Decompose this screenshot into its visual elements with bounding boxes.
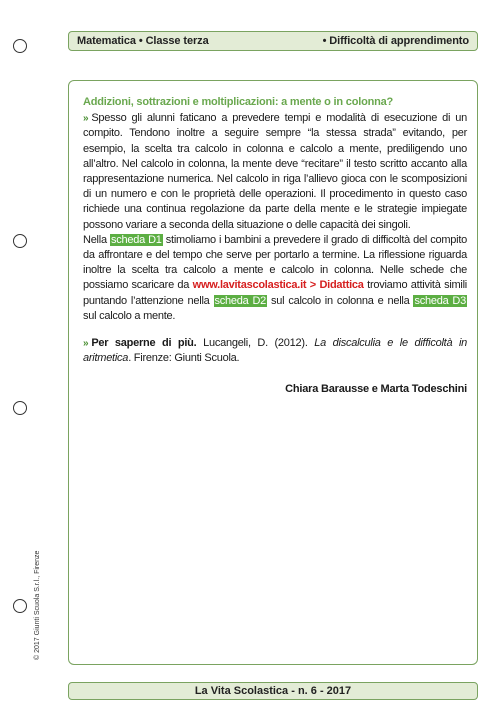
copyright-notice: © 2017 Giunti Scuola S.r.l., Firenze	[34, 550, 41, 660]
website-link[interactable]: www.lavitascolastica.it > Didattica	[192, 279, 364, 292]
binder-hole-4	[13, 599, 27, 613]
paragraph-schede	[83, 233, 467, 324]
text-fragment: Nella	[83, 233, 110, 246]
article-title: Addizioni, sottrazioni e moltiplicazioni: a mente o in colonna?	[83, 96, 394, 108]
binder-hole-3	[13, 401, 27, 415]
scheda-d1-highlight: scheda D1	[110, 233, 162, 246]
double-chevron-icon: »	[83, 338, 89, 350]
authors: Chiara Barausse e Marta Todeschini	[285, 383, 467, 396]
text-fragment: sul calcolo a mente.	[83, 309, 176, 322]
header-topic: • Difficoltà di apprendimento	[322, 35, 469, 47]
double-chevron-icon: »	[83, 113, 89, 125]
reference-publisher: . Firenze: Giunti Scuola.	[128, 352, 240, 365]
text-fragment: sul calcolo in colonna e nella	[267, 294, 414, 307]
reference-title: La discalculia e le difficoltà in aritmetica	[83, 337, 468, 365]
scheda-d3-highlight: scheda D3	[414, 294, 466, 307]
reference-author: Lucangeli, D. (2012).	[196, 337, 315, 350]
scheda-d2-highlight: scheda D2	[214, 294, 267, 307]
article	[83, 95, 467, 398]
binder-hole-1	[13, 39, 27, 53]
paragraph-intro-text: Spesso gli alunni faticano a prevedere tempi e modalità di esecuzione di un compito. Tendono inoltre a seguire sempre “la stessa strada” evitando, per esempio, la scelta tra calcolo in colonna e calcolo a mente, prediligendo uno all’altro. Nel calcolo in colonna, la mente deve “recitare” il testo scritto accanto alla rappresentazione numerica. Nel calcolo in riga l’allievo gioca con le scomposizioni di un numero e con le proprietà delle operazioni. Il procedimento in questo caso richiede una continua regolazione da parte della mente e le strategie impiegate possono variare a seconda della situazione o delle capacità dei singoli.	[83, 112, 467, 231]
footer-bar	[68, 682, 478, 700]
paragraph-intro	[83, 111, 467, 233]
header-subject: Matematica • Classe terza	[77, 35, 209, 47]
reference-label: Per saperne di più.	[91, 337, 197, 350]
footer-publication: La Vita Scolastica - n. 6 - 2017	[194, 685, 352, 697]
header-bar	[68, 31, 478, 51]
reference	[83, 336, 467, 366]
text-fragment: troviamo attività simili puntando l’attenzione nella	[83, 279, 468, 307]
text-fragment: stimoliamo i bambini a prevedere il grado di difficoltà del compito da affrontare e del tempo che serve per portarlo a termine. La riflessione riguarda inoltre la scelta tra calcolo a mente e calcolo in colonna. Nelle schede che possiamo scaricare da	[83, 233, 468, 292]
binder-hole-2	[13, 234, 27, 248]
